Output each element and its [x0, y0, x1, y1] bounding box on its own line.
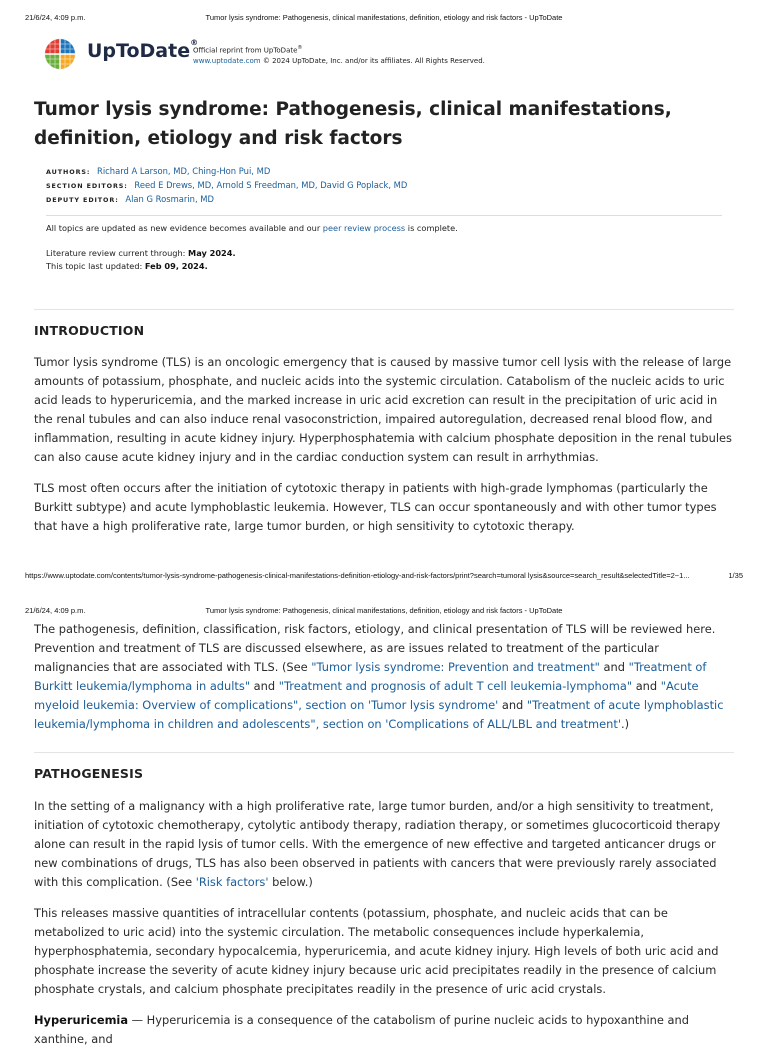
- uptodate-logo-icon: [44, 38, 76, 70]
- introduction-heading: INTRODUCTION: [34, 323, 145, 338]
- link-burkitt-treatment[interactable]: "Treatment of Burkitt leukemia/lymphoma in adults": [34, 659, 707, 693]
- deputy-editor-link[interactable]: Alan G Rosmarin, MD: [125, 194, 214, 204]
- link-tls-prevention-treatment[interactable]: "Tumor lysis syndrome: Prevention and treatment": [311, 659, 600, 674]
- authors-link[interactable]: Richard A Larson, MD, Ching-Hon Pui, MD: [97, 166, 271, 176]
- link-aml-complications[interactable]: "Acute myeloid leukemia: Overview of complications", section on 'Tumor lysis syndrome': [34, 678, 699, 712]
- section-editors-link[interactable]: Reed E Drews, MD, Arnold S Freedman, MD, David G Poplack, MD: [134, 180, 408, 190]
- article-credits: [46, 165, 407, 207]
- hyperuricemia-term: Hyperuricemia: [34, 1013, 129, 1027]
- uptodate-wordmark: UpToDate®: [87, 38, 199, 62]
- reprint-notice: Official reprint from UpToDate® www.uptodate.com © 2024 UpToDate, Inc. and/or its affiliates. All Rights Reserved.: [193, 45, 485, 66]
- page-title: Tumor lysis syndrome: Pathogenesis, clinical manifestations, definition, etiology and risk factors: [34, 99, 672, 149]
- print-title: Tumor lysis syndrome: Pathogenesis, clinical manifestations, definition, etiology and risk factors - UpToDate: [205, 606, 563, 615]
- introduction-paragraph-2: TLS most often occurs after the initiation of cytotoxic therapy in patients with high-grade lymphomas (particularly the Burkitt subtype) and acute lymphoblastic leukemia. However, TLS can occur spontaneously and with other tumor types that have a high proliferative rate, large tumor burden, or high sensitivity to cytotoxic therapy.: [34, 481, 717, 533]
- authors-line: AUTHORS: Richard A Larson, MD, Ching-Hon Pui, MD: [46, 166, 271, 176]
- section-divider: [34, 309, 734, 310]
- print-header: [0, 13, 768, 27]
- pathogenesis-heading: PATHOGENESIS: [34, 766, 144, 781]
- page-number: 1/35: [728, 571, 743, 580]
- divider: [46, 215, 722, 216]
- uptodate-site-link[interactable]: www.uptodate.com: [193, 57, 261, 66]
- link-risk-factors[interactable]: 'Risk factors': [195, 874, 269, 889]
- last-updated-date: Feb 09, 2024.: [144, 261, 208, 271]
- introduction-paragraph-3: The pathogenesis, definition, classification, risk factors, etiology, and clinical presentation of TLS will be reviewed here. Prevention and treatment of TLS are discussed elsewhere, as are issues related to treatment of the particular malignancies that are associated with TLS. (See "Tumor lysis syndrome: Prevention and treatment" and "Treatment of Burkitt leukemia/lymphoma in adults" and "Treatment and prognosis of adult T cell leukemia-lymphoma" and "Acute myeloid leukemia: Overview of complications", section on 'Tumor lysis syndrome' and "Treatment of acute lymphoblastic leukemia/lymphoma in children and adolescents", section on 'Complications of ALL/LBL and treatment'.): [34, 622, 724, 731]
- deputy-editor-line: DEPUTY EDITOR: Alan G Rosmarin, MD: [46, 194, 214, 204]
- link-adult-t-cell-leukemia[interactable]: "Treatment and prognosis of adult T cell leukemia-lymphoma": [278, 678, 633, 693]
- pathogenesis-paragraph-2: This releases massive quantities of intracellular contents (potassium, phosphate, and nucleic acids that can be metabolized to uric acid) into the systemic circulation. The metabolic consequences include hyperkalemia, hyperphosphatemia, secondary hypocalcemia, hyperuricemia, and acute kidney injury. High levels of both uric acid and phosphate increase the severity of acute kidney injury because uric acid precipitates readily in the presence of calcium phosphate crystals, and calcium phosphate precipitates readily in the presence of uric acid crystals.: [34, 906, 719, 996]
- section-divider: [34, 752, 734, 753]
- update-note: All topics are updated as new evidence becomes available and our peer review process is complete.: [46, 223, 458, 233]
- print-date: 21/6/24, 4:09 p.m.: [25, 13, 86, 22]
- print-title: Tumor lysis syndrome: Pathogenesis, clinical manifestations, definition, etiology and risk factors - UpToDate: [205, 13, 563, 22]
- print-footer: [0, 571, 768, 583]
- print-url: https://www.uptodate.com/contents/tumor-lysis-syndrome-pathogenesis-clinical-manifestations-definition-etiology-and-risk-factors/print?search=tumoral lysis&source=search_result&selectedTitle=2~1...: [25, 571, 690, 580]
- print-date: 21/6/24, 4:09 p.m.: [25, 606, 86, 615]
- lit-review-date: May 2024.: [188, 248, 236, 258]
- review-dates: Literature review current through: May 2024. This topic last updated: Feb 09, 2024.: [46, 248, 236, 271]
- link-all-lbl-treatment[interactable]: "Treatment of acute lymphoblastic leukemia/lymphoma in children and adolescents", section on 'Complications of ALL/LBL and treatment': [34, 697, 724, 731]
- peer-review-link[interactable]: peer review process: [322, 223, 406, 233]
- section-editors-line: SECTION EDITORS: Reed E Drews, MD, Arnold S Freedman, MD, David G Poplack, MD: [46, 180, 408, 190]
- print-header: [0, 606, 768, 620]
- hyperuricemia-paragraph: Hyperuricemia — Hyperuricemia is a consequence of the catabolism of purine nucleic acids to hypoxanthine and xanthine, and: [34, 1013, 689, 1046]
- pathogenesis-paragraph-1: In the setting of a malignancy with a high proliferative rate, large tumor burden, and/or a high sensitivity to treatment, initiation of cytotoxic chemotherapy, cytolytic antibody therapy, radiation therapy, or sometimes glucocorticoid therapy alone can result in the rapid lysis of tumor cells. With the emergence of new effective and targeted anticancer drugs or new combinations of drugs, TLS has also been observed in patients with cancers that were previously rarely associated with this complication. (See 'Risk factors' below.): [34, 799, 721, 889]
- introduction-paragraph-1: Tumor lysis syndrome (TLS) is an oncologic emergency that is caused by massive tumor cell lysis with the release of large amounts of potassium, phosphate, and nucleic acids into the systemic circulation. Catabolism of the nucleic acids to uric acid leads to hyperuricemia, and the marked increase in uric acid excretion can result in the precipitation of uric acid in the renal tubules and can also induce renal vasoconstriction, impaired autoregulation, decreased renal blood flow, and inflammation, resulting in acute kidney injury. Hyperphosphatemia with calcium phosphate deposition in the renal tubules can also cause acute kidney injury and in the cardiac conduction system can result in arrhythmias.: [34, 355, 732, 464]
